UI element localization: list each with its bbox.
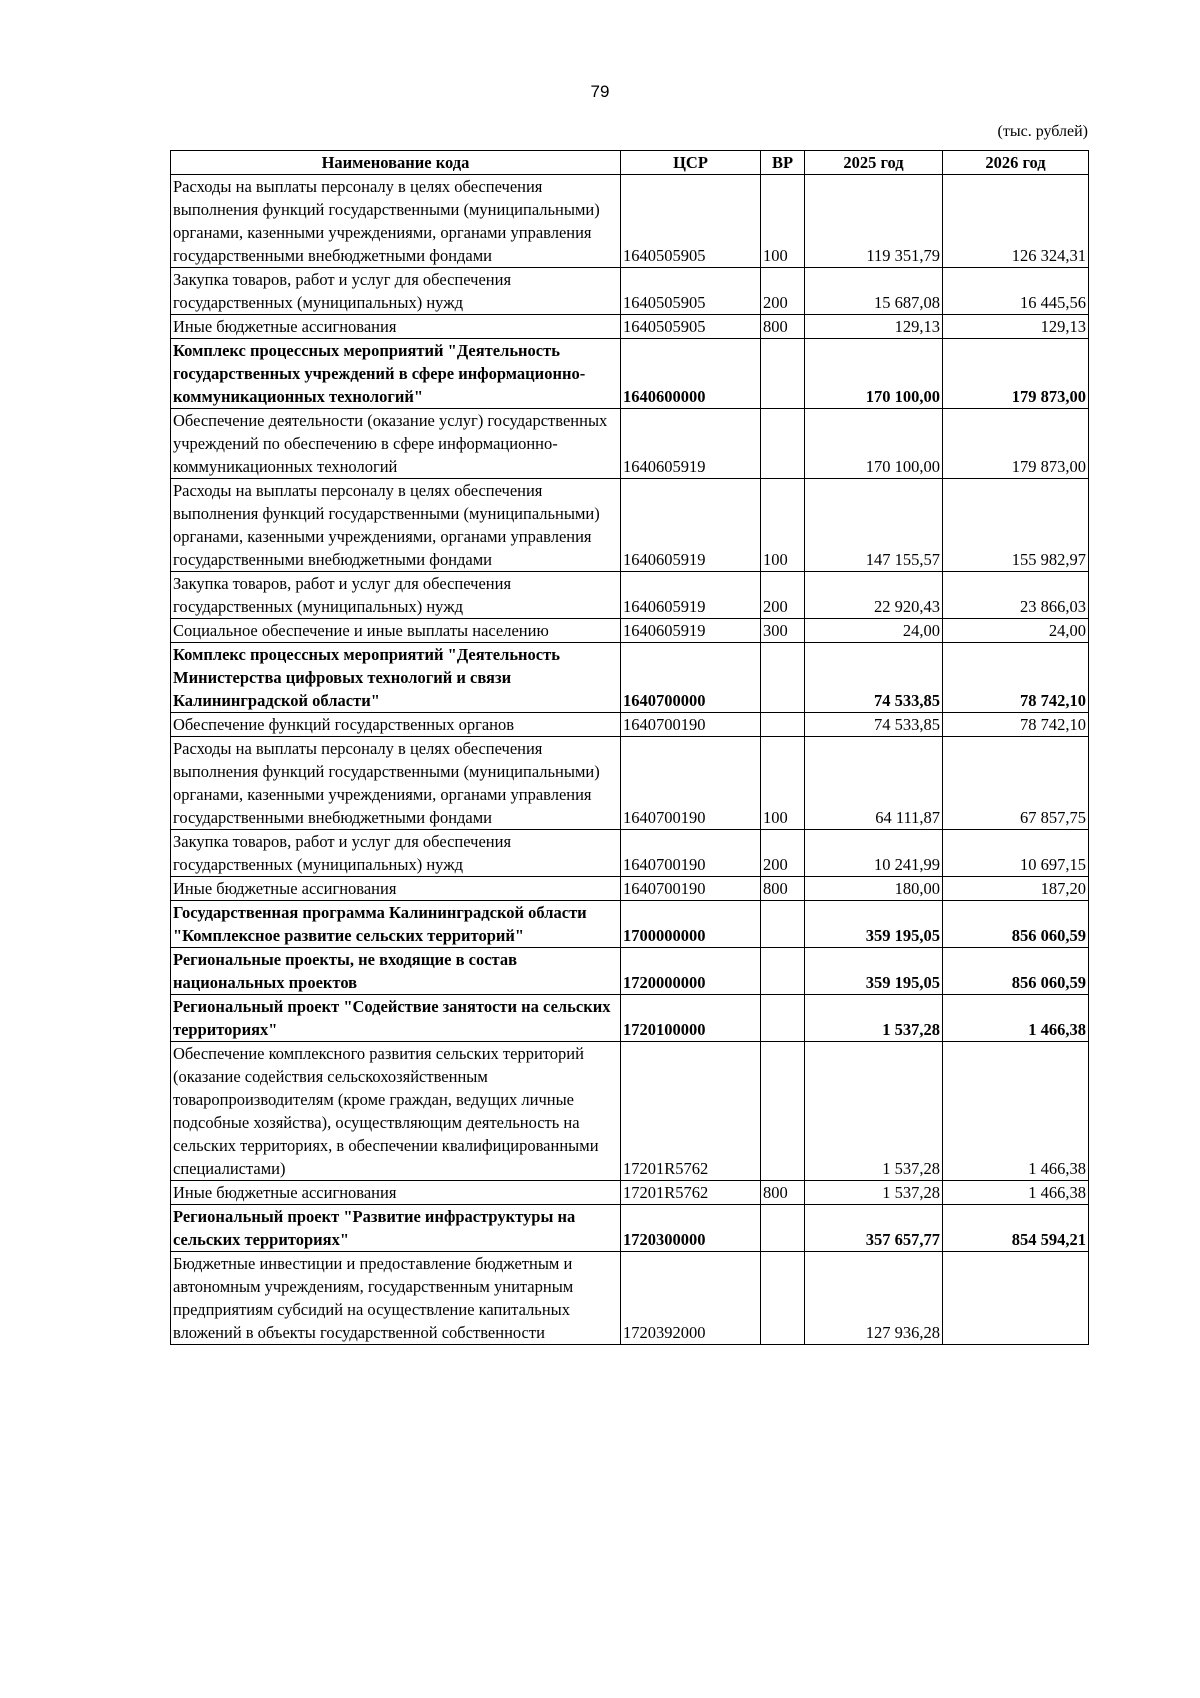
table-row bbox=[171, 830, 1089, 877]
cell-vr: 800 bbox=[761, 1181, 805, 1205]
cell-y2025: 357 657,77 bbox=[805, 1205, 943, 1252]
cell-y2025: 119 351,79 bbox=[805, 175, 943, 268]
units-label: (тыс. рублей) bbox=[997, 123, 1088, 140]
cell-vr bbox=[761, 409, 805, 479]
cell-y2026: 67 857,75 bbox=[943, 737, 1089, 830]
table-body bbox=[171, 175, 1089, 1345]
cell-name: Иные бюджетные ассигнования bbox=[171, 315, 621, 339]
cell-y2026: 856 060,59 bbox=[943, 901, 1089, 948]
table-row bbox=[171, 339, 1089, 409]
cell-y2026: 155 982,97 bbox=[943, 479, 1089, 572]
cell-name: Бюджетные инвестиции и предоставление бюджетным и автономным учреждениям, государственным унитарным предприятиям субсидий на осуществление капитальных вложений в объекты государственной собственности bbox=[171, 1252, 621, 1345]
cell-vr bbox=[761, 901, 805, 948]
table-row bbox=[171, 1205, 1089, 1252]
cell-y2026: 179 873,00 bbox=[943, 339, 1089, 409]
cell-csr: 1640600000 bbox=[621, 339, 761, 409]
cell-csr: 1640700190 bbox=[621, 713, 761, 737]
cell-vr bbox=[761, 1252, 805, 1345]
table-row bbox=[171, 315, 1089, 339]
cell-y2025: 170 100,00 bbox=[805, 339, 943, 409]
cell-csr: 1640700000 bbox=[621, 643, 761, 713]
cell-name: Иные бюджетные ассигнования bbox=[171, 877, 621, 901]
table-row bbox=[171, 479, 1089, 572]
cell-csr: 1720300000 bbox=[621, 1205, 761, 1252]
cell-name: Закупка товаров, работ и услуг для обеспечения государственных (муниципальных) нужд bbox=[171, 572, 621, 619]
cell-name: Иные бюджетные ассигнования bbox=[171, 1181, 621, 1205]
table-row bbox=[171, 1042, 1089, 1181]
table-row bbox=[171, 1181, 1089, 1205]
header-csr: ЦСР bbox=[621, 151, 761, 175]
cell-y2025: 1 537,28 bbox=[805, 995, 943, 1042]
cell-name: Комплекс процессных мероприятий "Деятельность государственных учреждений в сфере информационно-коммуникационных технологий" bbox=[171, 339, 621, 409]
cell-y2026: 126 324,31 bbox=[943, 175, 1089, 268]
cell-vr: 100 bbox=[761, 737, 805, 830]
cell-y2026: 854 594,21 bbox=[943, 1205, 1089, 1252]
cell-y2025: 22 920,43 bbox=[805, 572, 943, 619]
table-header-row bbox=[171, 151, 1089, 175]
table-row bbox=[171, 409, 1089, 479]
header-name: Наименование кода bbox=[171, 151, 621, 175]
cell-name: Государственная программа Калининградской области "Комплексное развитие сельских территорий" bbox=[171, 901, 621, 948]
table-row bbox=[171, 995, 1089, 1042]
cell-y2025: 359 195,05 bbox=[805, 948, 943, 995]
cell-csr: 1720100000 bbox=[621, 995, 761, 1042]
cell-name: Закупка товаров, работ и услуг для обеспечения государственных (муниципальных) нужд bbox=[171, 268, 621, 315]
cell-csr: 1720000000 bbox=[621, 948, 761, 995]
cell-vr: 300 bbox=[761, 619, 805, 643]
cell-y2026: 856 060,59 bbox=[943, 948, 1089, 995]
table-row bbox=[171, 643, 1089, 713]
table-row bbox=[171, 1252, 1089, 1345]
cell-y2025: 10 241,99 bbox=[805, 830, 943, 877]
cell-vr bbox=[761, 643, 805, 713]
cell-y2026: 78 742,10 bbox=[943, 713, 1089, 737]
cell-csr: 17201R5762 bbox=[621, 1181, 761, 1205]
table-row bbox=[171, 713, 1089, 737]
cell-name: Расходы на выплаты персоналу в целях обеспечения выполнения функций государственными (муниципальными) органами, казенными учреждениями, органами управления государственными внебюджетными фондами bbox=[171, 737, 621, 830]
cell-y2026: 23 866,03 bbox=[943, 572, 1089, 619]
cell-vr bbox=[761, 1042, 805, 1181]
cell-csr: 1640700190 bbox=[621, 877, 761, 901]
page-number: 79 bbox=[590, 82, 610, 101]
cell-y2026: 1 466,38 bbox=[943, 995, 1089, 1042]
table-row bbox=[171, 619, 1089, 643]
cell-vr bbox=[761, 339, 805, 409]
cell-y2025: 64 111,87 bbox=[805, 737, 943, 830]
cell-csr: 1640605919 bbox=[621, 619, 761, 643]
cell-name: Обеспечение деятельности (оказание услуг) государственных учреждений по обеспечению в сфере информационно-коммуникационных технологий bbox=[171, 409, 621, 479]
cell-y2026: 24,00 bbox=[943, 619, 1089, 643]
cell-y2025: 1 537,28 bbox=[805, 1181, 943, 1205]
table-row bbox=[171, 877, 1089, 901]
cell-csr: 1640505905 bbox=[621, 315, 761, 339]
cell-name: Расходы на выплаты персоналу в целях обеспечения выполнения функций государственными (муниципальными) органами, казенными учреждениями, органами управления государственными внебюджетными фондами bbox=[171, 479, 621, 572]
cell-vr bbox=[761, 995, 805, 1042]
cell-y2026: 129,13 bbox=[943, 315, 1089, 339]
header-2025: 2025 год bbox=[805, 151, 943, 175]
cell-name: Обеспечение комплексного развития сельских территорий (оказание содействия сельскохозяйственным товаропроизводителям (кроме граждан, ведущих личные подсобные хозяйства), осуществляющим деятельность на сельских территориях, в обеспечении квалифицированными специалистами) bbox=[171, 1042, 621, 1181]
cell-y2025: 74 533,85 bbox=[805, 643, 943, 713]
cell-csr: 1640605919 bbox=[621, 479, 761, 572]
cell-name: Расходы на выплаты персоналу в целях обеспечения выполнения функций государственными (муниципальными) органами, казенными учреждениями, органами управления государственными внебюджетными фондами bbox=[171, 175, 621, 268]
cell-y2026: 78 742,10 bbox=[943, 643, 1089, 713]
cell-csr: 1640505905 bbox=[621, 175, 761, 268]
cell-vr: 200 bbox=[761, 572, 805, 619]
cell-y2025: 359 195,05 bbox=[805, 901, 943, 948]
cell-csr: 1640700190 bbox=[621, 737, 761, 830]
cell-csr: 1700000000 bbox=[621, 901, 761, 948]
cell-vr: 800 bbox=[761, 315, 805, 339]
table-row bbox=[171, 175, 1089, 268]
cell-vr bbox=[761, 1205, 805, 1252]
cell-name: Региональный проект "Содействие занятости на сельских территориях" bbox=[171, 995, 621, 1042]
cell-vr bbox=[761, 713, 805, 737]
cell-csr: 1640605919 bbox=[621, 572, 761, 619]
cell-y2025: 1 537,28 bbox=[805, 1042, 943, 1181]
cell-vr: 200 bbox=[761, 830, 805, 877]
cell-csr: 1720392000 bbox=[621, 1252, 761, 1345]
cell-y2026: 16 445,56 bbox=[943, 268, 1089, 315]
cell-vr: 200 bbox=[761, 268, 805, 315]
cell-vr: 100 bbox=[761, 175, 805, 268]
cell-csr: 1640605919 bbox=[621, 409, 761, 479]
cell-vr: 100 bbox=[761, 479, 805, 572]
table-row bbox=[171, 572, 1089, 619]
budget-table bbox=[170, 150, 1089, 1345]
cell-y2025: 170 100,00 bbox=[805, 409, 943, 479]
cell-name: Региональный проект "Развитие инфраструктуры на сельских территориях" bbox=[171, 1205, 621, 1252]
cell-y2025: 127 936,28 bbox=[805, 1252, 943, 1345]
cell-name: Обеспечение функций государственных органов bbox=[171, 713, 621, 737]
cell-y2026: 187,20 bbox=[943, 877, 1089, 901]
cell-y2025: 74 533,85 bbox=[805, 713, 943, 737]
cell-y2026: 10 697,15 bbox=[943, 830, 1089, 877]
table-row bbox=[171, 948, 1089, 995]
cell-name: Комплекс процессных мероприятий "Деятельность Министерства цифровых технологий и связи Калининградской области" bbox=[171, 643, 621, 713]
cell-y2025: 24,00 bbox=[805, 619, 943, 643]
cell-name: Закупка товаров, работ и услуг для обеспечения государственных (муниципальных) нужд bbox=[171, 830, 621, 877]
table-row bbox=[171, 737, 1089, 830]
cell-name: Региональные проекты, не входящие в состав национальных проектов bbox=[171, 948, 621, 995]
cell-name: Социальное обеспечение и иные выплаты населению bbox=[171, 619, 621, 643]
cell-y2025: 147 155,57 bbox=[805, 479, 943, 572]
header-vr: ВР bbox=[761, 151, 805, 175]
cell-y2025: 180,00 bbox=[805, 877, 943, 901]
table-row bbox=[171, 901, 1089, 948]
cell-y2026: 1 466,38 bbox=[943, 1181, 1089, 1205]
cell-y2026: 179 873,00 bbox=[943, 409, 1089, 479]
cell-csr: 1640505905 bbox=[621, 268, 761, 315]
cell-y2026: 1 466,38 bbox=[943, 1042, 1089, 1181]
cell-y2026 bbox=[943, 1252, 1089, 1345]
cell-y2025: 129,13 bbox=[805, 315, 943, 339]
cell-vr bbox=[761, 948, 805, 995]
cell-csr: 1640700190 bbox=[621, 830, 761, 877]
cell-vr: 800 bbox=[761, 877, 805, 901]
cell-y2025: 15 687,08 bbox=[805, 268, 943, 315]
header-2026: 2026 год bbox=[943, 151, 1089, 175]
table-row bbox=[171, 268, 1089, 315]
cell-csr: 17201R5762 bbox=[621, 1042, 761, 1181]
